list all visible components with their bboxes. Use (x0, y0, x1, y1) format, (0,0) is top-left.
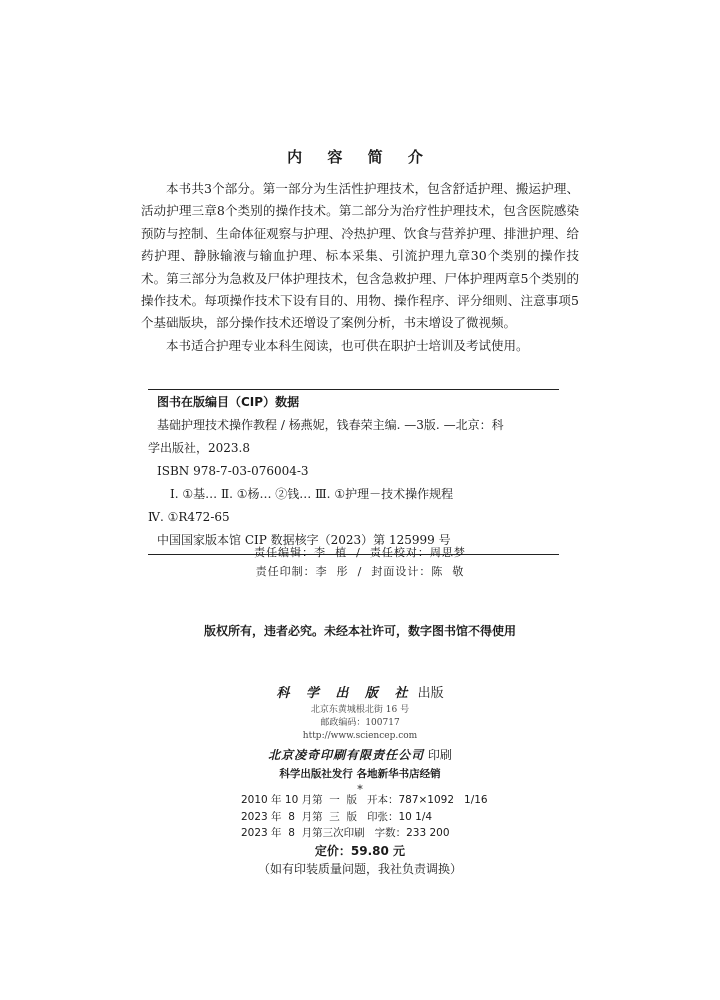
responsibility-credits (0, 543, 720, 581)
publisher-block (0, 684, 720, 797)
credits-line: 责任印制：李 彤 / 封面设计：陈 敬 (255, 565, 465, 578)
edition-line: 2010 年 10 月第 一 版 开本：787×1092 1/16 (241, 794, 488, 806)
cip-data-block (148, 389, 559, 555)
distribution-line: 科学出版社发行 各地新华书店经销 (279, 768, 441, 780)
quality-note: （如有印装质量问题，我社负责调换） (257, 862, 462, 876)
publisher-postcode: 邮政编码：100717 (320, 718, 400, 728)
edition-line: 2023 年 8 月第三次印刷 字数：233 200 (241, 827, 450, 839)
credits-line: 责任编辑：李 植 / 责任校对：周思梦 (254, 546, 466, 559)
edition-line: 2023 年 8 月第 三 版 印张：10 1/4 (241, 810, 433, 823)
summary-section (141, 178, 579, 357)
cip-classification: Ⅳ. ①R472-65 (148, 510, 230, 524)
cip-classification: Ⅰ. ①基… Ⅱ. ①杨… ②钱… Ⅲ. ①护理－技术操作规程 (170, 487, 454, 501)
printer-logo-text: 北京凌奇印刷有限责任公司 (268, 748, 425, 762)
cip-bibliographic-line: 学出版社，2023.8 (148, 441, 250, 455)
cip-bibliographic-line: 基础护理技术操作教程 / 杨燕妮，钱春荣主编. —3版. —北京：科 (157, 418, 504, 432)
printer-suffix: 印刷 (427, 748, 452, 762)
price: 定价：59.80 元 (314, 844, 406, 858)
cip-number: 中国国家版本馆 CIP 数据核字（2023）第 125999 号 (157, 533, 451, 547)
publisher-address: 北京东黄城根北街 16 号 (310, 705, 410, 715)
publisher-suffix: 出版 (417, 686, 444, 701)
page-title: 内 容 简 介 (287, 148, 433, 166)
cip-isbn: ISBN 978-7-03-076004-3 (157, 464, 309, 478)
publisher-name (0, 684, 720, 704)
publisher-logo-text: 科 学 出 版 社 (276, 686, 414, 701)
summary-paragraph: 本书适合护理专业本科生阅读，也可供在职护士培训及考试使用。 (166, 337, 529, 353)
printer-name (0, 745, 720, 765)
summary-paragraph: 本书共3个部分。第一部分为生活性护理技术，包含舒适护理、搬运护理、活动护理三章8个类别的操作技术。第二部分为治疗性护理技术，包含医院感染预防与控制、生命体征观察与护理、冷热护理、饮食与营养护理、排泄护理、给药护理、静脉输液与输血护理、标本采集、引流护理九章30个类别的操作技术。第三部分为急救及尸体护理技术，包含急救护理、尸体护理两章5个类别的操作技术。每项操作技术下设有目的、用物、操作程序、评分细则、注意事项5个基础版块，部分操作技术还增设了案例分析，书末增设了微视频。 (141, 181, 579, 331)
edition-info (241, 792, 488, 842)
copyright-notice: 版权所有，违者必究。未经本社许可，数字图书馆不得使用 (203, 624, 516, 638)
separator-star: * (357, 783, 363, 796)
publisher-website: http://www.sciencep.com (302, 731, 418, 741)
cip-heading: 图书在版编目（CIP）数据 (157, 395, 300, 409)
